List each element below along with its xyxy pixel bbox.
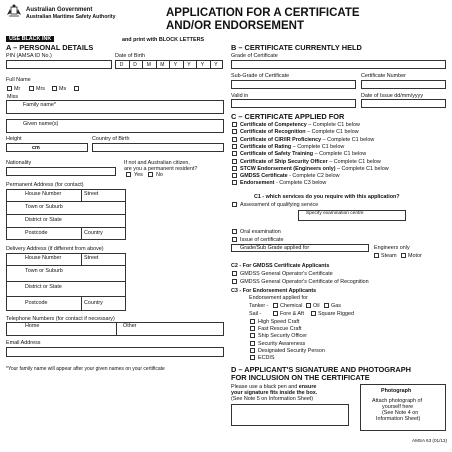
endorsement-checkbox[interactable] (250, 326, 255, 331)
issue-date-label: Date of Issue dd/mm/yyyy (361, 93, 424, 99)
permanent-address-label: Permanent Address (for contact) (6, 182, 84, 188)
height-input[interactable] (6, 143, 88, 152)
pin-label: PIN (AMSA ID No.) (6, 53, 52, 59)
resident-yes-checkbox[interactable] (126, 172, 131, 177)
photo-line-1: Attach photograph of (372, 398, 423, 404)
resident-question-2: are you a permanent resident? (124, 166, 198, 172)
gmdss-goc-label: GMDSS General Operator's Certificate (240, 271, 333, 277)
c3-intro: Endorsement applied for (249, 295, 308, 301)
signature-instruction-2: your signature fits inside the box. (231, 390, 318, 396)
family-name-label: Family name* (23, 102, 56, 108)
resident-no-label: No (156, 172, 163, 178)
cert-type-checkbox[interactable] (232, 129, 237, 134)
engineers-only-label: Engineers only (374, 245, 410, 251)
issue-cert-checkbox[interactable] (232, 237, 237, 242)
cert-type-checkbox[interactable] (232, 159, 237, 164)
subgrade-input[interactable] (231, 80, 356, 89)
dob-cell: Y (214, 62, 218, 68)
deliv-street-label: Street (84, 255, 99, 261)
dob-cell: Y (173, 62, 178, 68)
family-name-footnote: *Your family name will appear after your given names on your certificate (6, 366, 165, 372)
title-mr-checkbox[interactable] (7, 86, 12, 91)
oral-exam-label: Oral examination (240, 229, 281, 235)
subgrade-label: Sub-Grade of Certificate (231, 73, 290, 79)
endorsement-checkbox[interactable] (250, 341, 255, 346)
pin-input[interactable] (6, 60, 112, 69)
tanker-oil-label: Oil (313, 303, 320, 309)
qualifying-service-label: Assessment of qualifying service (240, 202, 319, 208)
certnum-label: Certificate Number (361, 73, 406, 79)
endorsement-label: Ship Security Officer (258, 333, 308, 340)
perm-street-label: Street (84, 191, 99, 197)
phone-home-label: Home (25, 323, 40, 329)
deliv-town-label: Town or Suburb (25, 268, 63, 274)
fullname-label: Full Name (6, 77, 31, 83)
exam-centre-label: Specify examination centre (306, 211, 364, 216)
nationality-label: Nationality (6, 160, 32, 166)
c2-heading: C2 - For GMDSS Certificate Applicants (231, 263, 330, 269)
endorsement-checkbox[interactable] (250, 319, 255, 324)
form-code: AMSA 63 (01/13) (412, 438, 447, 443)
grade-input[interactable] (231, 60, 446, 69)
cert-type-checkbox[interactable] (232, 180, 237, 185)
title-mr-label: Mr (14, 86, 21, 92)
email-input[interactable] (6, 347, 224, 357)
section-b-heading: B – CERTIFICATE CURRENTLY HELD (231, 43, 362, 52)
resident-yes-label: Yes (134, 172, 143, 178)
cert-type-checkbox[interactable] (232, 137, 237, 142)
signature-box[interactable] (231, 404, 349, 426)
c3-heading: C3 - For Endorsement Applicants (231, 288, 317, 294)
cert-type-label: Certificate of Competency – Complete C1 below (240, 122, 360, 128)
valid-label: Valid in (231, 93, 249, 99)
title-ms-label: Ms (59, 86, 67, 92)
grade-label: Grade of Certificate (231, 53, 278, 59)
section-a-heading: A – PERSONAL DETAILS (6, 43, 94, 52)
cert-type-checkbox[interactable] (232, 122, 237, 127)
title-miss-checkbox[interactable] (74, 86, 79, 91)
photo-line-2: yourself here (382, 404, 414, 410)
c1-question: C1 - which services do you require with this application? (254, 194, 400, 200)
valid-input[interactable] (231, 99, 356, 108)
photo-line-4: Information Sheet) (376, 416, 421, 422)
issue-date-input[interactable] (361, 99, 446, 108)
section-c-heading: C – CERTIFICATE APPLIED FOR (231, 112, 345, 121)
ink-instruction: and print with BLOCK LETTERS (122, 37, 205, 43)
tanker-gas-checkbox[interactable] (324, 303, 329, 308)
form-title-line2: AND/OR ENDORSEMENT (166, 20, 305, 32)
title-miss-label: Miss (7, 94, 19, 100)
cert-type-checkbox[interactable] (232, 173, 237, 178)
grade-applied-label: Grade/Sub Grade applied for (240, 245, 310, 251)
gmdss-recognition-label: GMDSS General Operator's Certificate of Recognition (240, 279, 369, 285)
tanker-gas-label: Gas (331, 303, 341, 309)
qualifying-service-checkbox[interactable] (232, 202, 237, 207)
motor-checkbox[interactable] (401, 253, 406, 258)
endorsement-label: Designated Security Person (258, 347, 325, 354)
endorsement-label: High Speed Craft (258, 319, 300, 325)
title-mrs-label: Mrs (36, 86, 45, 92)
dob-cell: D (133, 62, 137, 68)
signature-instruction-3: (See Note 5 on Information Sheet) (231, 396, 314, 402)
cert-type-label: Certificate of Ship Security Officer – Complete C1 below (240, 158, 381, 165)
phone-label: Telephone Numbers (for contact if necessary) (6, 316, 115, 322)
agency-name: Australian Maritime Safety Authority (26, 14, 116, 20)
cert-type-label: Certificate of Recognition – Complete C1 below (240, 129, 359, 136)
gmdss-goc-checkbox[interactable] (232, 271, 237, 276)
coat-of-arms-icon (6, 4, 22, 18)
cert-type-label: Certificate of CIR/IR Proficiency – Complete C1 below (240, 136, 375, 143)
perm-country-label: Country (84, 230, 103, 236)
tanker-oil-checkbox[interactable] (306, 303, 311, 308)
height-label: Height (6, 136, 22, 142)
cert-type-label: GMDSS Certificate - Complete C2 below (240, 173, 340, 180)
cert-type-label: Certificate of Rating – Complete C1 below (240, 143, 345, 150)
dob-label: Date of Birth (115, 53, 145, 59)
sail-fore-aft-checkbox[interactable] (273, 311, 278, 316)
deliv-postcode-label: Postcode (25, 300, 48, 306)
cert-type-label: Endorsement - Complete C3 below (240, 180, 327, 187)
resident-no-checkbox[interactable] (148, 172, 153, 177)
dob-cell: Y (200, 62, 205, 68)
delivery-address-label: Delivery Address (if different from above) (6, 246, 104, 252)
steam-label: Steam (381, 253, 397, 259)
height-unit: cm (32, 145, 40, 151)
perm-town-label: Town or Suburb (25, 204, 63, 210)
resident-question-1: If not and Australian citizen, (124, 160, 190, 166)
oral-exam-checkbox[interactable] (232, 229, 237, 234)
tanker-label: Tanker - (249, 303, 269, 309)
issue-cert-label: Issue of certificate (240, 237, 284, 243)
perm-district-label: District or State (25, 217, 62, 223)
deliv-house-label: House Number (25, 255, 62, 261)
ink-badge: USE BLACK INK (6, 36, 54, 42)
endorsement-label: Fast Rescue Craft (258, 326, 302, 333)
title-ms-checkbox[interactable] (52, 86, 57, 91)
sail-fore-aft-label: Fore & Aft (280, 311, 304, 317)
endorsement-label: ECDIS (258, 355, 275, 361)
cert-type-label: Certificate of Safety Training – Complete C1 below (240, 151, 367, 158)
sail-square-checkbox[interactable] (311, 311, 316, 316)
dob-cell: M (160, 62, 165, 68)
gov-name: Australian Government (26, 7, 93, 13)
cert-type-label: STCW Endorsement (Engineers only) – Complete C1 below (240, 165, 389, 172)
endorsement-label: Security Awareness (258, 340, 306, 347)
tanker-chemical-checkbox[interactable] (273, 303, 278, 308)
sail-label: Sail - (249, 311, 262, 317)
perm-postcode-label: Postcode (25, 230, 48, 236)
certnum-input[interactable] (361, 80, 446, 89)
dob-cell: D (119, 62, 124, 68)
dob-cell: M (146, 62, 151, 68)
endorsement-checkbox[interactable] (250, 348, 255, 353)
phone-other-label: Other (123, 323, 137, 329)
section-d-heading-2: FOR INCLUSION ON THE CERTIFICATE (231, 373, 370, 382)
steam-checkbox[interactable] (374, 253, 379, 258)
title-mrs-checkbox[interactable] (29, 86, 34, 91)
country-birth-label: Country of Birth (92, 136, 130, 142)
nationality-input[interactable] (6, 167, 116, 176)
dob-cell: Y (187, 62, 191, 68)
perm-house-label: House Number (25, 191, 62, 197)
delivery-address-block[interactable] (6, 253, 126, 311)
tanker-chemical-label: Chemical (280, 303, 303, 309)
email-label: Email Address (6, 340, 41, 346)
deliv-district-label: District or State (25, 284, 62, 290)
gmdss-recognition-checkbox[interactable] (232, 279, 237, 284)
endorsement-checkbox[interactable] (250, 355, 255, 360)
sail-square-label: Square Rigged (318, 311, 354, 317)
photo-title: Photograph (381, 388, 412, 394)
cert-type-checkbox[interactable] (232, 151, 237, 156)
section-d-heading-1: D – APPLICANT'S SIGNATURE AND PHOTOGRAPH (231, 365, 411, 374)
signature-instruction-1: Please use a black pen and ensure (231, 384, 317, 390)
form-title-line1: APPLICATION FOR A CERTIFICATE (166, 7, 360, 19)
cert-type-checkbox[interactable] (232, 144, 237, 149)
endorsement-checkbox[interactable] (250, 333, 255, 338)
deliv-country-label: Country (84, 300, 103, 306)
given-names-label: Given name(s) (23, 121, 59, 127)
cert-type-checkbox[interactable] (232, 166, 237, 171)
country-birth-input[interactable] (92, 143, 224, 152)
motor-label: Motor (408, 253, 422, 259)
photo-line-3: (See Note 4 on (382, 410, 419, 416)
